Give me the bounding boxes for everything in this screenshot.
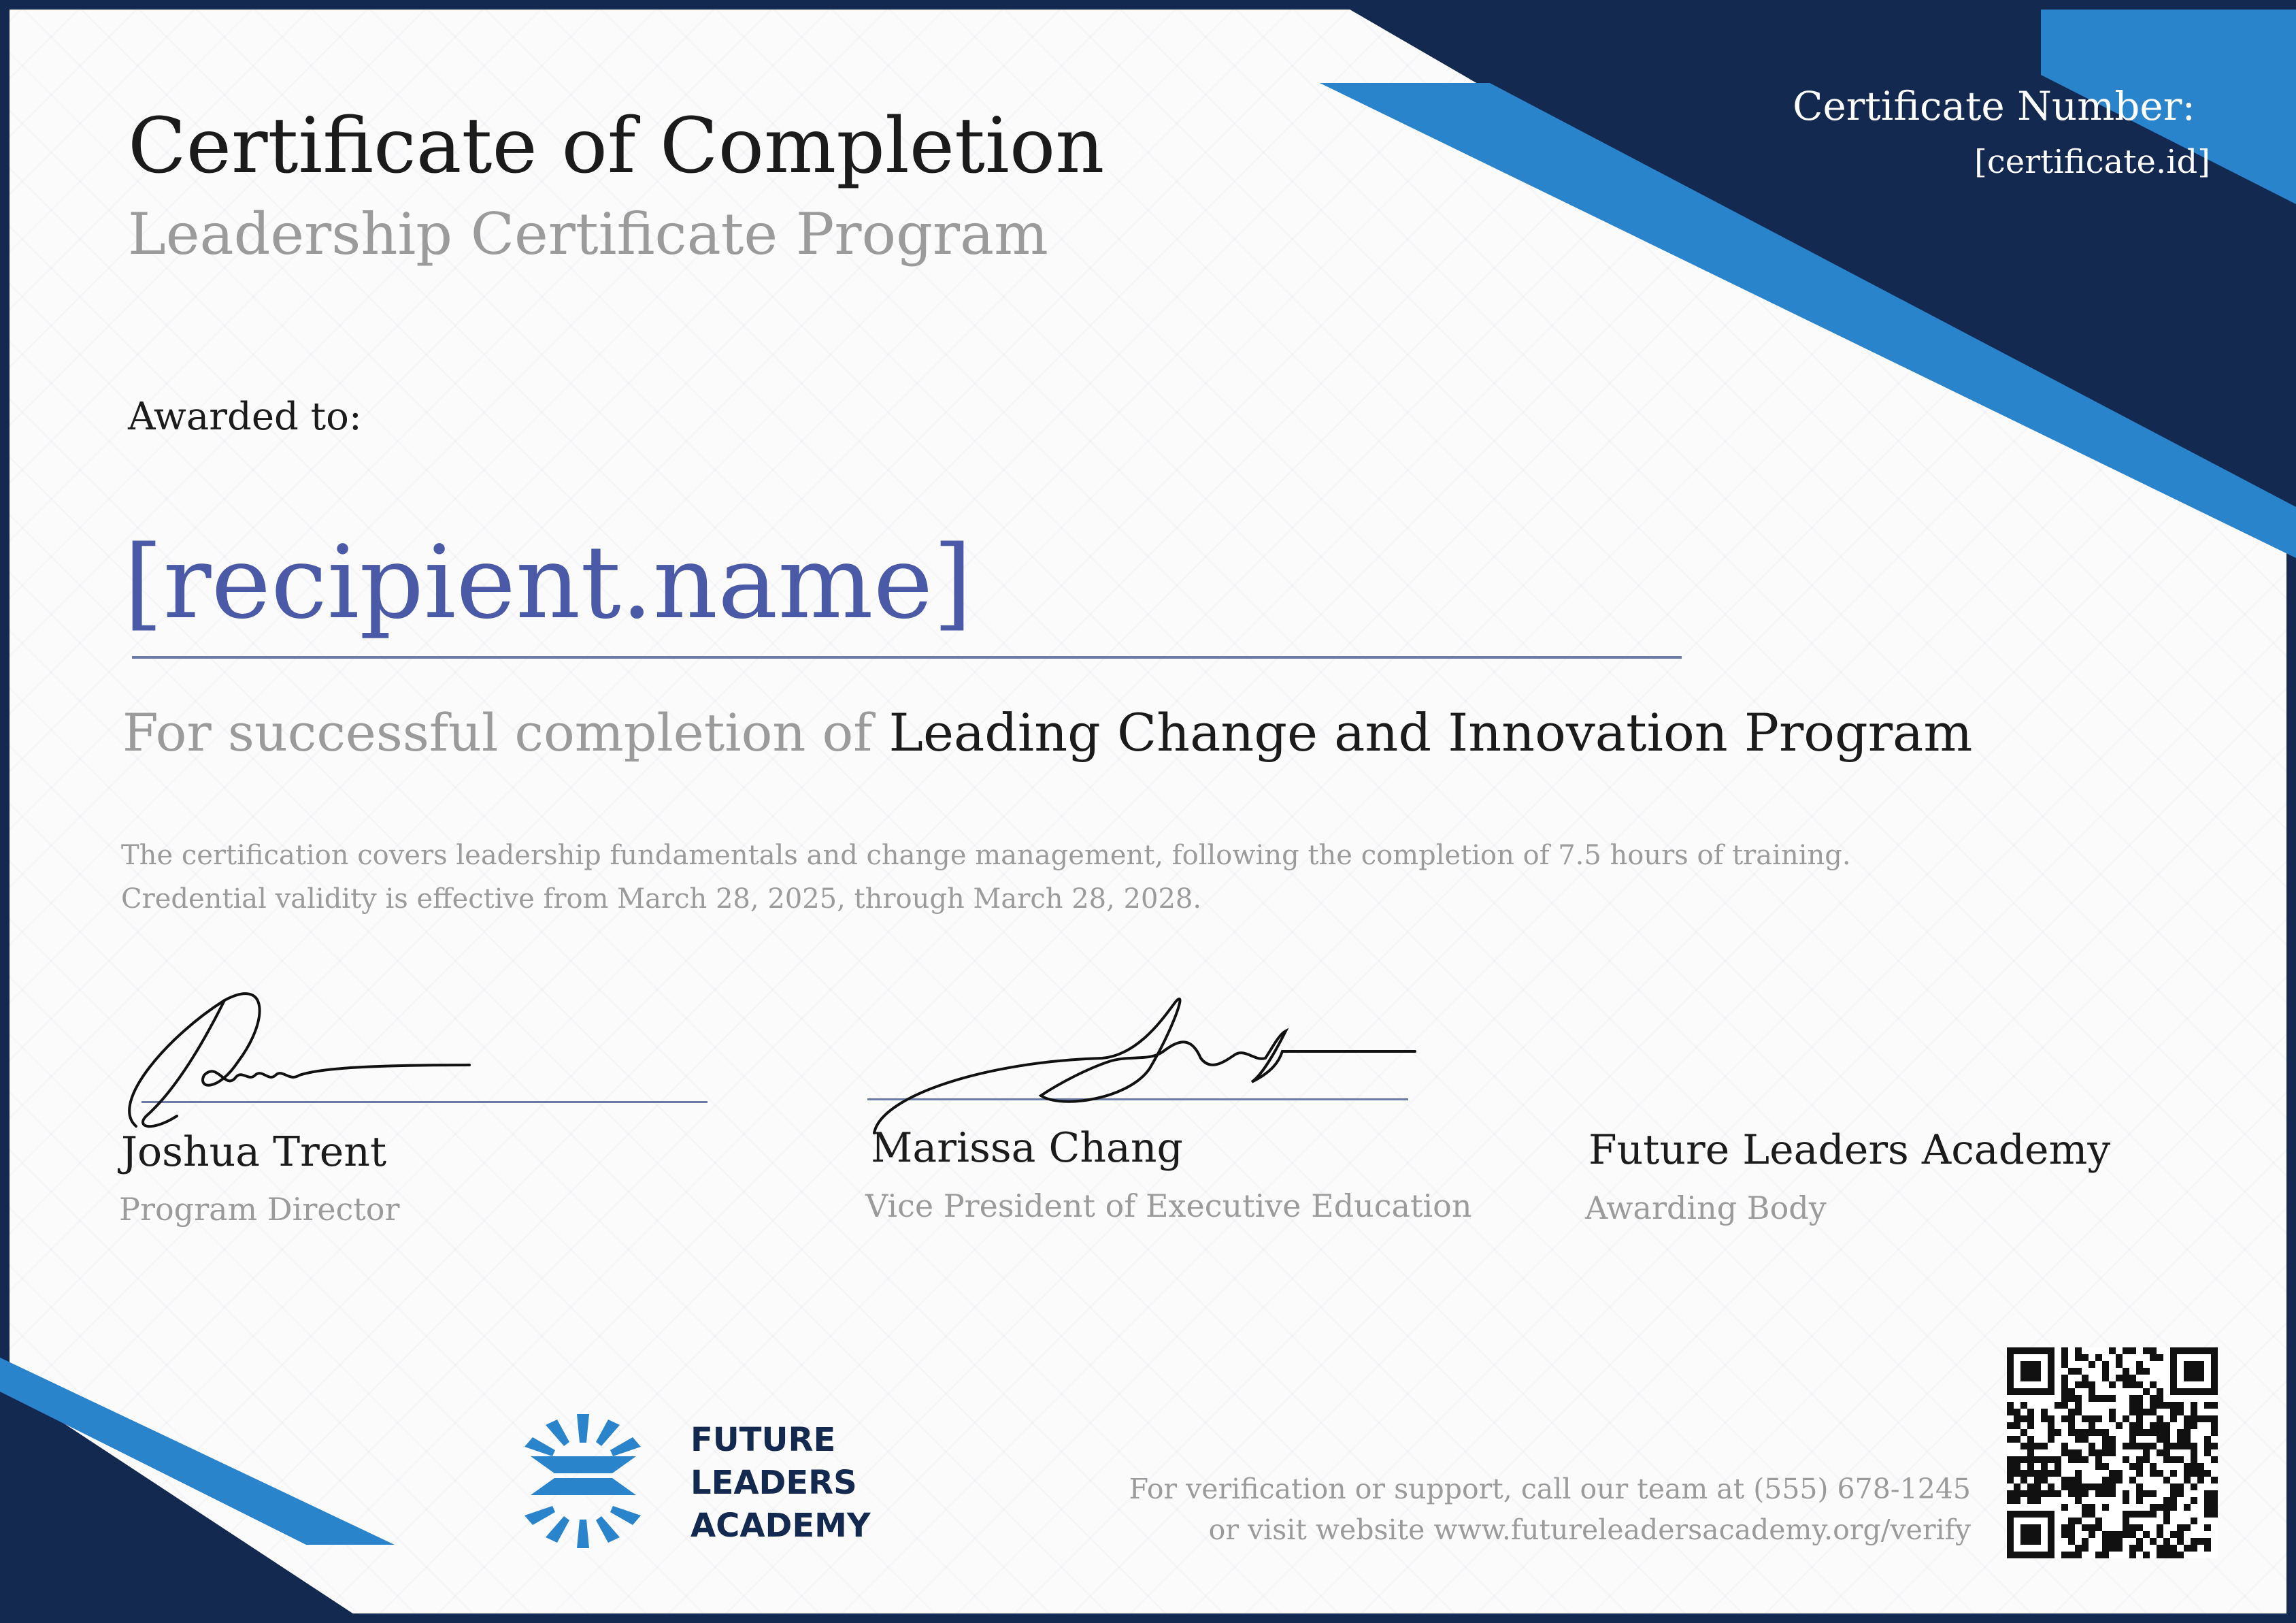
program-name: Leading Change and Innovation Program [888, 702, 1973, 763]
awarded-to-label: Awarded to: [128, 395, 362, 439]
qr-code-icon [2007, 1347, 2218, 1558]
signatory-name: Joshua Trent [121, 1128, 387, 1176]
completion-lead: For successful completion of [122, 702, 873, 763]
verification-contact [1129, 1469, 1971, 1550]
academy-logo-text [691, 1419, 871, 1547]
logo-line: LEADERS [691, 1464, 857, 1502]
logo-line: FUTURE [691, 1421, 836, 1459]
recipient-name: [recipient.name] [124, 524, 973, 641]
certificate-title: Certificate of Completion [128, 102, 1105, 191]
signatory-role: Program Director [119, 1191, 400, 1228]
program-subtitle: Leadership Certificate Program [128, 201, 1048, 267]
certificate-number-value: [certificate.id] [1974, 143, 2210, 181]
description-line: Credential validity is effective from March 28, 2025, through March 28, 2028. [121, 883, 1202, 915]
contact-phone-line: For verification or support, call our team at (555) 678-1245 [1129, 1473, 1971, 1505]
signatory-name: Marissa Chang [871, 1124, 1183, 1172]
signatory-role: Vice President of Executive Education [865, 1187, 1472, 1224]
description-line: The certification covers leadership fundamentals and change management, following the completion of 7.5 hours of training. [121, 840, 1851, 871]
signatory-role: Awarding Body [1585, 1190, 1827, 1226]
certificate-number-label: Certificate Number: [1793, 83, 2195, 129]
contact-website-line: or visit website www.futureleadersacademy.org/verify [1208, 1513, 1971, 1546]
logo-line: ACADEMY [691, 1507, 871, 1545]
signatory-name: Future Leaders Academy [1588, 1126, 2111, 1174]
